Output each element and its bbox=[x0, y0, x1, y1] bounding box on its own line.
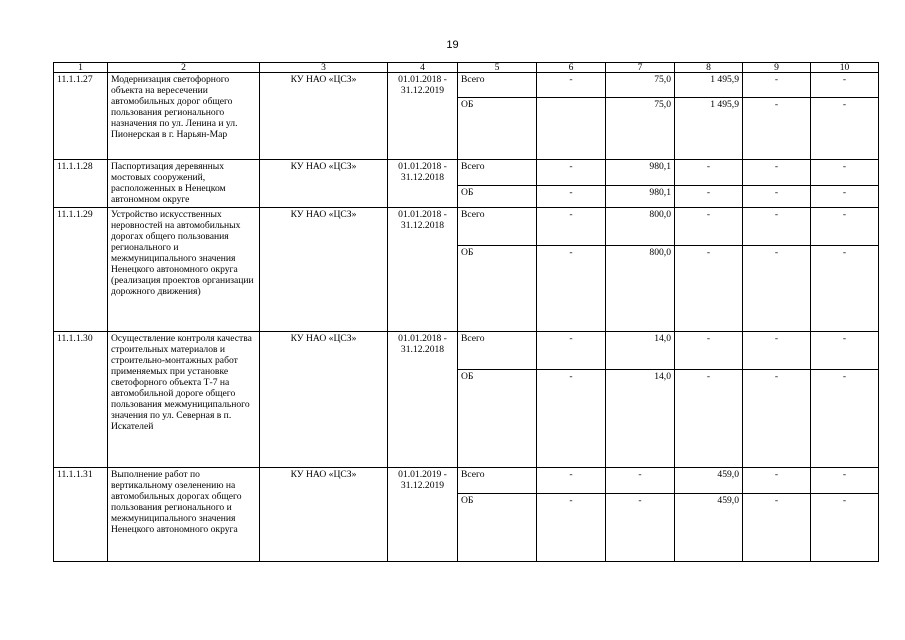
row-name: Выполнение работ по вертикальному озеленению на автомобильных дорогах общего пользования регионального и межмуниципального значения Ненецкого автономного округа bbox=[108, 468, 260, 562]
row-source: Всего bbox=[458, 332, 537, 370]
column-number: 5 bbox=[458, 63, 537, 73]
row-c8: - bbox=[675, 332, 743, 370]
row-executor: КУ НАО «ЦСЗ» bbox=[260, 160, 388, 208]
row-c8: - bbox=[675, 208, 743, 246]
column-number: 8 bbox=[675, 63, 743, 73]
row-c7: 75,0 bbox=[606, 98, 675, 160]
row-c6: - bbox=[537, 73, 606, 98]
row-c9: - bbox=[743, 370, 811, 468]
row-c6: - bbox=[537, 332, 606, 370]
table-row bbox=[54, 73, 879, 98]
row-c9: - bbox=[743, 332, 811, 370]
column-number: 9 bbox=[743, 63, 811, 73]
row-period: 01.01.2018 - 31.12.2018 bbox=[388, 208, 458, 332]
column-number: 6 bbox=[537, 63, 606, 73]
column-number: 4 bbox=[388, 63, 458, 73]
row-c6: - bbox=[537, 208, 606, 246]
row-source: ОБ bbox=[458, 494, 537, 562]
column-number: 3 bbox=[260, 63, 388, 73]
row-name: Паспортизация деревянных мостовых сооружений, расположенных в Ненецком автономном округе bbox=[108, 160, 260, 208]
table-row bbox=[54, 160, 879, 186]
row-source: ОБ bbox=[458, 370, 537, 468]
row-id: 11.1.1.28 bbox=[54, 160, 108, 208]
row-c10: - bbox=[811, 98, 879, 160]
row-name: Осуществление контроля качества строительных материалов и строительно-монтажных работ применяемых при установке светофорного объекта Т-7 на автомобильной дороге общего пользования межмуниципального значения по ул. Северная в п. Искателей bbox=[108, 332, 260, 468]
row-period: 01.01.2018 - 31.12.2019 bbox=[388, 73, 458, 160]
row-executor: КУ НАО «ЦСЗ» bbox=[260, 468, 388, 562]
row-c10: - bbox=[811, 494, 879, 562]
row-source: ОБ bbox=[458, 98, 537, 160]
page-number: 19 bbox=[446, 39, 459, 51]
row-c7: 800,0 bbox=[606, 208, 675, 246]
row-c10: - bbox=[811, 332, 879, 370]
table-row bbox=[54, 332, 879, 370]
column-number: 1 bbox=[54, 63, 108, 73]
row-name: Модернизация светофорного объекта на вересечении автомобильных дорог общего пользования регионального назначения по ул. Ленина и ул. Пионерская в г. Нарьян-Мар bbox=[108, 73, 260, 160]
row-c8: 459,0 bbox=[675, 494, 743, 562]
row-c6: - bbox=[537, 160, 606, 186]
row-source: Всего bbox=[458, 73, 537, 98]
row-c7: 14,0 bbox=[606, 370, 675, 468]
row-c9: - bbox=[743, 186, 811, 208]
column-number-row bbox=[54, 63, 879, 73]
row-c6: - bbox=[537, 494, 606, 562]
row-executor: КУ НАО «ЦСЗ» bbox=[260, 73, 388, 160]
row-c8: - bbox=[675, 246, 743, 332]
row-c6: - bbox=[537, 246, 606, 332]
column-number: 10 bbox=[811, 63, 879, 73]
row-c10: - bbox=[811, 186, 879, 208]
row-c8: 459,0 bbox=[675, 468, 743, 494]
row-period: 01.01.2019 - 31.12.2019 bbox=[388, 468, 458, 562]
row-c8: 1 495,9 bbox=[675, 73, 743, 98]
row-name: Устройство искусственных неровностей на автомобильных дорогах общего пользования регионального и межмуниципального значения Ненецкого автономного округа (реализация проектов организации дорожного движения) bbox=[108, 208, 260, 332]
row-id: 11.1.1.27 bbox=[54, 73, 108, 160]
table-row bbox=[54, 468, 879, 494]
row-c8: - bbox=[675, 186, 743, 208]
row-c8: - bbox=[675, 370, 743, 468]
row-c10: - bbox=[811, 370, 879, 468]
row-source: Всего bbox=[458, 208, 537, 246]
row-c10: - bbox=[811, 73, 879, 98]
row-c9: - bbox=[743, 494, 811, 562]
row-c7: 14,0 bbox=[606, 332, 675, 370]
row-source: Всего bbox=[458, 468, 537, 494]
row-c9: - bbox=[743, 246, 811, 332]
row-id: 11.1.1.31 bbox=[54, 468, 108, 562]
row-c6: - bbox=[537, 468, 606, 494]
row-c7: 800,0 bbox=[606, 246, 675, 332]
row-c6: - bbox=[537, 186, 606, 208]
row-c9: - bbox=[743, 98, 811, 160]
row-period: 01.01.2018 - 31.12.2018 bbox=[388, 332, 458, 468]
row-id: 11.1.1.30 bbox=[54, 332, 108, 468]
row-c7: 980,1 bbox=[606, 186, 675, 208]
row-source: ОБ bbox=[458, 246, 537, 332]
row-c8: 1 495,9 bbox=[675, 98, 743, 160]
row-c7: 980,1 bbox=[606, 160, 675, 186]
row-c10: - bbox=[811, 468, 879, 494]
column-number: 2 bbox=[108, 63, 260, 73]
row-source: Всего bbox=[458, 160, 537, 186]
row-c10: - bbox=[811, 208, 879, 246]
row-executor: КУ НАО «ЦСЗ» bbox=[260, 208, 388, 332]
row-c9: - bbox=[743, 468, 811, 494]
row-c8: - bbox=[675, 160, 743, 186]
row-c7: 75,0 bbox=[606, 73, 675, 98]
row-c9: - bbox=[743, 208, 811, 246]
row-c9: - bbox=[743, 73, 811, 98]
table-row bbox=[54, 208, 879, 246]
row-c6 bbox=[537, 98, 606, 160]
row-source: ОБ bbox=[458, 186, 537, 208]
row-c7: - bbox=[606, 494, 675, 562]
column-number: 7 bbox=[606, 63, 675, 73]
row-c10: - bbox=[811, 246, 879, 332]
row-c10: - bbox=[811, 160, 879, 186]
program-table bbox=[53, 62, 879, 562]
row-period: 01.01.2018 - 31.12.2018 bbox=[388, 160, 458, 208]
row-executor: КУ НАО «ЦСЗ» bbox=[260, 332, 388, 468]
row-c6: - bbox=[537, 370, 606, 468]
row-c7: - bbox=[606, 468, 675, 494]
row-id: 11.1.1.29 bbox=[54, 208, 108, 332]
row-c9: - bbox=[743, 160, 811, 186]
